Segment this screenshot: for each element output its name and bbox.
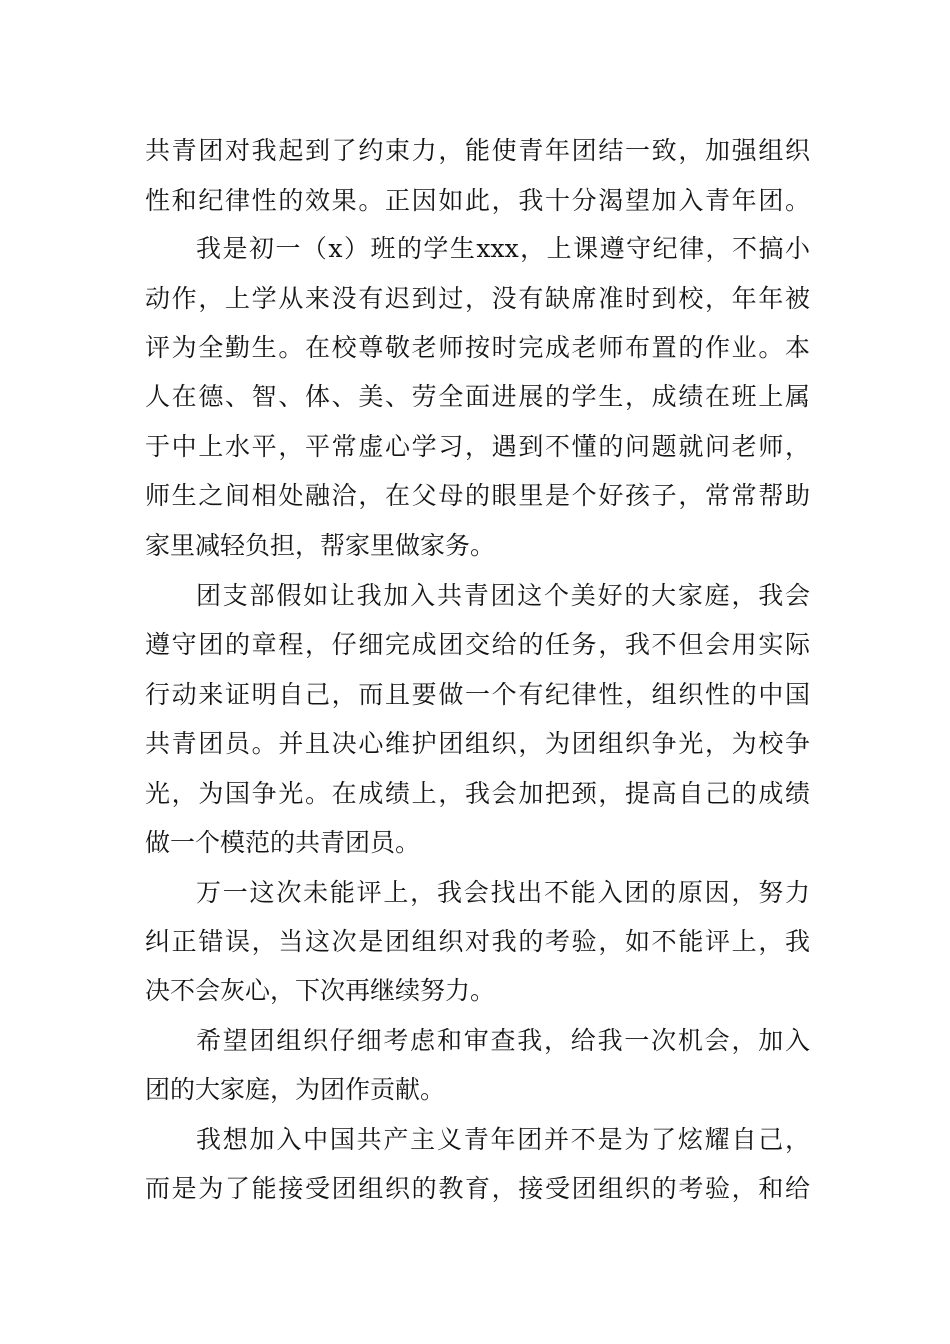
text-line: 纠正错误，当这次是团组织对我的考验，如不能评上，我 xyxy=(145,927,810,956)
text-line: 人在德、智、体、美、劳全面进展的学生，成绩在班上属 xyxy=(145,382,810,411)
text-line: 而是为了能接受团组织的教育，接受团组织的考验，和给 xyxy=(145,1174,810,1203)
paragraph-first-line: 团支部假如让我加入共青团这个美好的大家庭，我会 xyxy=(196,581,810,610)
text-line: 共青团对我起到了约束力，能使青年团结一致，加强组织 xyxy=(145,136,810,165)
text-line: 共青团员。并且决心维护团组织，为团组织争光，为校争 xyxy=(145,729,810,758)
text-line: 师生之间相处融洽，在父母的眼里是个好孩子，常常帮助 xyxy=(145,481,810,510)
text-line: 决不会灰心，下次再继续努力。 xyxy=(145,976,496,1005)
text-line: 做一个模范的共青团员。 xyxy=(145,828,421,857)
text-line: 行动来证明自己，而且要做一个有纪律性，组织性的中国 xyxy=(145,680,810,709)
text-line: 家里减轻负担，帮家里做家务。 xyxy=(145,531,496,560)
paragraph-first-line: 我想加入中国共产主义青年团并不是为了炫耀自己， xyxy=(196,1125,810,1154)
text-line: 光，为国争光。在成绩上，我会加把颈，提高自己的成绩 xyxy=(145,779,810,808)
text-line: 评为全勤生。在校尊敬老师按时完成老师布置的作业。本 xyxy=(145,333,810,362)
paragraph-first-line: 希望团组织仔细考虑和审查我，给我一次机会，加入 xyxy=(196,1026,810,1055)
text-line: 遵守团的章程，仔细完成团交给的任务，我不但会用实际 xyxy=(145,630,810,659)
text-line: 于中上水平，平常虚心学习，遇到不懂的问题就问老师， xyxy=(145,432,810,461)
paragraph-first-line: 我是初一（x）班的学生xxx，上课遵守纪律，不搞小 xyxy=(196,234,810,263)
paragraph-first-line: 万一这次未能评上，我会找出不能入团的原因，努力 xyxy=(196,878,810,907)
text-line: 性和纪律性的效果。正因如此，我十分渴望加入青年团。 xyxy=(145,186,810,215)
text-line: 动作，上学从来没有迟到过，没有缺席准时到校，年年被 xyxy=(145,284,810,313)
text-line: 团的大家庭，为团作贡献。 xyxy=(145,1075,446,1104)
